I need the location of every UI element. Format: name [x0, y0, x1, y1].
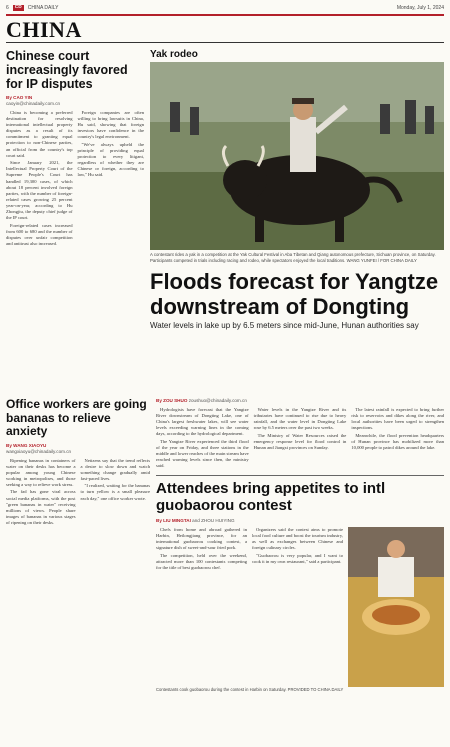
guobaorou-columns [156, 527, 343, 573]
masthead [6, 3, 444, 12]
office-para: Ripening bananas in containers of water on their desks has become a popular among young Chinese working in metropolises, and those seeking a way to relieve work stress. [6, 457, 76, 487]
ip-para: "We've always upheld the principle of providing equal protection to every litigant, regardless of whether they are Chinese or foreign, according to law," Hu said. [77, 141, 144, 178]
flood-byline-name: By ZOU SHUO [156, 398, 188, 403]
story-divider [156, 475, 444, 476]
guobaorou-byline-name: By LIU MINGTAI [156, 517, 191, 523]
guobaorou-para: The competition, held over the weekend, attracted more than 100 contestants competing for the title of best guobaorou chef. [156, 552, 247, 570]
ip-para: China is becoming a preferred destination for resolving international intellectual property disputes as a result of its commitment to granting equal protection to non-Chinese parties, an official from the country's top court said. [6, 110, 73, 158]
office-byline-email: wangxiaoyu@chinadaily.com.cn [6, 448, 72, 454]
page-number: 6 [6, 4, 9, 11]
red-rule [6, 14, 444, 16]
flood-para: Hydrologists have forecast that the Yangtze River downstream of Dongting Lake, one of China's largest freshwater lakes, will see water levels exceeding warning lines in the coming days, according to the hydrological department. [156, 407, 249, 437]
ip-para: Foreign-related cases increased from 600 to 680 and the number of disputes over unfair competition and antitrust also increased. [6, 222, 73, 246]
ip-columns [6, 110, 144, 249]
flood-byline-email: zoushuo@chinadaily.com.cn [188, 398, 247, 403]
logo: CD [14, 4, 22, 10]
ip-para: Since January 2021, the Intellectual Property Court of the Supreme People's Court has handled 19,300 cases, of which about 18 percent involved foreign parties, with the number of foreign-related cases growing 25 percent year-on-year, according to Hu Zhongjiu, the deputy chief judge of the IP court. [6, 160, 73, 221]
guobaorou-byline [156, 518, 444, 524]
office-story [6, 398, 150, 528]
top-area [6, 49, 444, 387]
guobaorou-para: "Guobaorou is very popular, and I want to cook it in my own restaurant," said a participant. [252, 552, 343, 564]
photo-caption: A contestant rides a yak in a competition at the Yak Cultural Festival in Aba Tibetan and Qiang autonomous prefecture, Sichuan province, on Saturday. Participants competed in trials including racing and rodeo, while spectators enjoyed the local traditions. WANG YUNFEI / FOR CHINA DAILY [150, 252, 436, 263]
paper-name: CHINA DAILY [27, 4, 59, 11]
office-col-2 [81, 458, 151, 528]
guobaorou-col-2 [252, 527, 343, 573]
flood-and-food-area [156, 398, 444, 692]
flood-col-2 [254, 407, 347, 471]
flood-col-3 [351, 407, 444, 471]
ip-byline-email: caoyin@chinadaily.com.cn [6, 101, 61, 106]
flood-subhead: Water levels in lake up by 6.5 meters since mid-June, Hunan authorities say [150, 321, 419, 331]
office-columns [6, 458, 150, 528]
flood-para: Meanwhile, the flood prevention headquarters of Hunan province has mobilized more than 10,000 people to patrol dikes around the lake. [351, 432, 445, 451]
guobaorou-photo [348, 527, 444, 687]
flood-headline: Floods forecast for Yangtze downstream of Dongting [150, 269, 439, 320]
ip-col-1 [6, 110, 73, 249]
flood-para: The Yangtze River experienced the third flood of the year on Friday, and three stations in the middle and lower reaches of the main stream have reached warning levels since then, the ministry said. [156, 438, 249, 469]
section-rule [6, 42, 444, 43]
issue-date: Monday, July 1, 2024 [396, 4, 444, 11]
guobaorou-col-1 [156, 527, 247, 573]
photo-area [150, 49, 444, 387]
flood-para: The Ministry of Water Resources raised the emergency response level for flood control in Hunan and Jiangxi provinces on Sunday. [253, 432, 347, 451]
ip-para: Foreign companies are often willing to bring lawsuits in China, Hu said, showing that foreign investors have confidence in the country's legal environment. [77, 110, 144, 140]
office-byline-name: By WANG XIAOYU [6, 442, 47, 448]
office-para: "I realized, waiting for the bananas to turn yellow is a small pleasure each day," one office worker wrote. [80, 483, 150, 501]
guobaorou-para: Chefs from home and abroad gathered in Harbin, Heilongjiang province, for an international guobaorou cooking contest, a signature dish of sweet-and-sour fried pork. [156, 526, 247, 551]
guobaorou-para: Organizers said the contest aims to promote local food culture and boost the tourism industry, as well as exchanges between Chinese and foreign culinary circles. [252, 526, 343, 551]
guobaorou-byline-extra: and ZHOU HUIYING [192, 517, 235, 523]
flood-para: Water levels in the Yangtze River and its tributaries have continued to rise due to heavy rainfall, and the water level in Dongting Lake rose by 6.5 meters over the past two weeks. [253, 407, 347, 431]
office-headline: Office workers are going bananas to relieve anxiety [6, 397, 147, 438]
ip-story [6, 49, 144, 387]
office-para: Netizens say that the trend reflects a desire to slow down and watch something change gradually amid fast-paced lives. [80, 457, 150, 481]
flood-col-1 [156, 407, 249, 471]
office-col-1 [6, 458, 76, 528]
photo-title: Yak rodeo [150, 49, 198, 60]
ip-headline: Chinese court increasingly favored for IP disputes [6, 49, 128, 91]
flood-columns [156, 407, 444, 471]
office-byline [6, 443, 150, 455]
guobaorou-headline: Attendees bring appetites to intl guobaorou contest [156, 479, 386, 514]
guobaorou-caption: Contestants cook guobaorou during the contest in Harbin on Saturday. PROVIDED TO CHINA DAILY [156, 686, 344, 692]
section-title: CHINA [6, 17, 82, 42]
yak-rodeo-photo [150, 62, 444, 250]
office-para: The fad has gone viral across social media platforms, with the post "green bananas in water" receiving millions of views. People share images of bananas in various stages of ripening on their desks. [6, 489, 76, 525]
ip-byline [6, 95, 144, 107]
guobaorou-body [156, 527, 444, 692]
ip-byline-name: By CAO YIN [6, 95, 33, 100]
flood-byline [156, 398, 444, 404]
masthead-left [6, 5, 58, 11]
ip-col-2 [78, 110, 145, 249]
flood-para: The latest rainfall is expected to bring further risk to reservoirs and dikes along the river, and local authorities have been urged to strengthen inspections. [351, 407, 445, 431]
